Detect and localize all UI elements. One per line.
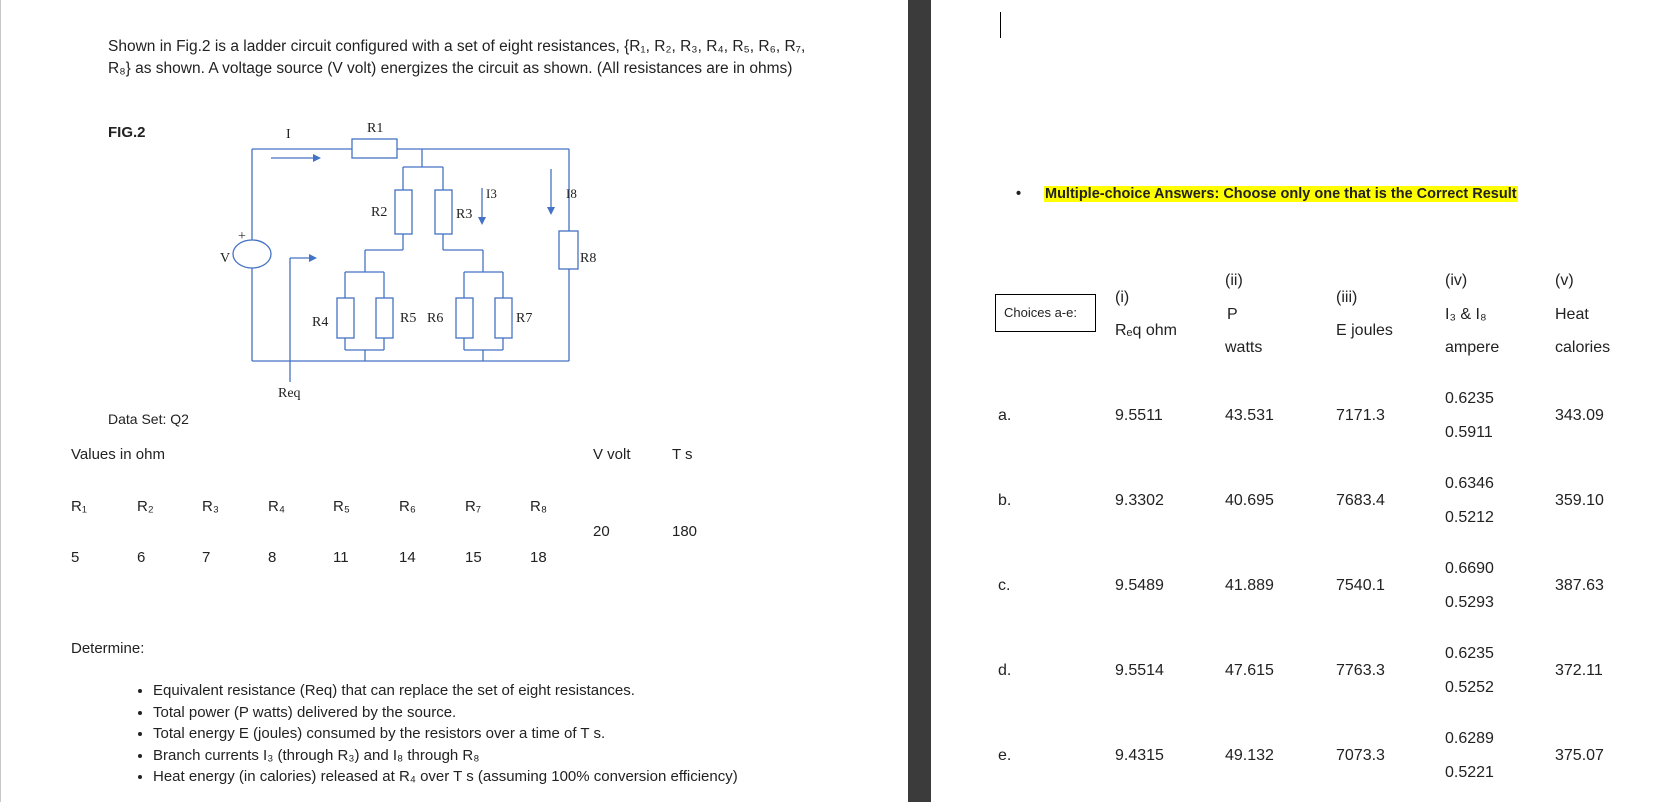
energy-value: 7171.3 <box>1336 407 1385 424</box>
text-cursor <box>1000 12 1001 38</box>
header-i-num: (i) <box>1115 289 1130 306</box>
r-header: R₈ <box>530 498 548 515</box>
list-item: • Branch currents I₃ (through R₃) and I₈ through R₈ <box>153 745 738 767</box>
energy-value: 7073.3 <box>1336 747 1385 764</box>
label-v: V <box>220 251 231 266</box>
heat-value: 343.09 <box>1555 407 1604 424</box>
list-item: • Equivalent resistance (Req) that can replace the set of eight resistances. <box>153 680 738 702</box>
header-iv-label: I₃ & I₈ <box>1445 306 1487 323</box>
power-value: 40.695 <box>1225 492 1274 509</box>
resistor-r5 <box>376 298 393 338</box>
header-iv-num: (iv) <box>1445 272 1468 289</box>
t-header: T s <box>672 446 693 463</box>
r-value: 8 <box>268 549 277 566</box>
energy-value: 7540.1 <box>1336 577 1385 594</box>
i3-value: 0.6346 <box>1445 475 1494 492</box>
label-r7: R7 <box>516 311 533 326</box>
req-value: 9.3302 <box>1115 492 1164 509</box>
header-iii-label: E joules <box>1336 322 1393 339</box>
resistor-r3 <box>435 190 452 234</box>
resistor-r6 <box>456 298 473 338</box>
choice-label: a. <box>998 407 1012 424</box>
r-header: R₆ <box>399 498 416 515</box>
req-value: 9.5511 <box>1115 407 1163 424</box>
r-value: 5 <box>71 549 80 566</box>
r-header: R₁ <box>71 498 87 515</box>
mc-instruction-text: Multiple-choice Answers: Choose only one that is the Correct Result <box>1045 186 1517 202</box>
req-value: 9.5514 <box>1115 662 1164 679</box>
r-value: 14 <box>399 549 416 566</box>
list-item: • Heat energy (in calories) released at R₄ over T s (assuming 100% conversion efficiency) <box>153 766 738 788</box>
determine-list <box>128 680 738 788</box>
r-header: R₄ <box>268 498 285 515</box>
figure-label: FIG.2 <box>108 124 146 141</box>
determine-title: Determine: <box>71 640 145 657</box>
label-req: Req <box>278 386 301 401</box>
i3-value: 0.6690 <box>1445 560 1494 577</box>
r-header: R₇ <box>465 498 481 515</box>
header-v-num: (v) <box>1555 272 1574 289</box>
header-ii-num: (ii) <box>1225 272 1243 289</box>
choice-label: d. <box>998 662 1012 679</box>
header-ii-label: P <box>1227 306 1238 323</box>
label-plus: + <box>238 229 246 244</box>
energy-value: 7763.3 <box>1336 662 1385 679</box>
i8-value: 0.5911 <box>1445 424 1493 441</box>
header-i-label: Rₑq ohm <box>1115 322 1177 339</box>
req-value: 9.4315 <box>1115 747 1164 764</box>
resistor-r1 <box>352 139 397 158</box>
r-value: 15 <box>465 549 482 566</box>
label-r6: R6 <box>427 311 444 326</box>
list-item: • Total energy E (joules) consumed by the resistors over a time of T s. <box>153 723 738 745</box>
resistor-r7 <box>495 298 512 338</box>
energy-value: 7683.4 <box>1336 492 1385 509</box>
label-i: I <box>286 127 291 142</box>
i8-value: 0.5293 <box>1445 594 1494 611</box>
i3-value: 0.6235 <box>1445 390 1494 407</box>
document-page-right <box>931 0 1657 802</box>
choice-label: c. <box>998 577 1011 594</box>
header-v-label: Heat <box>1555 306 1589 323</box>
power-value: 41.889 <box>1225 577 1274 594</box>
values-label: Values in ohm <box>71 446 165 463</box>
heat-value: 375.07 <box>1555 747 1604 764</box>
req-value: 9.5489 <box>1115 577 1164 594</box>
header-iii-num: (iii) <box>1336 289 1358 306</box>
choice-label: e. <box>998 747 1012 764</box>
list-item: • Total power (P watts) delivered by the source. <box>153 702 738 724</box>
power-value: 49.132 <box>1225 747 1274 764</box>
r-header: R₃ <box>202 498 219 515</box>
i8-value: 0.5221 <box>1445 764 1494 781</box>
ladder-circuit-diagram <box>1 0 908 420</box>
choice-label: b. <box>998 492 1012 509</box>
label-i8: I8 <box>566 186 577 201</box>
r-value: 11 <box>333 549 349 566</box>
header-v-unit: calories <box>1555 339 1611 356</box>
r-header: R₂ <box>137 498 154 515</box>
power-value: 47.615 <box>1225 662 1274 679</box>
page-gutter <box>908 0 931 802</box>
choices-label-box: Choices a-e: <box>995 294 1096 332</box>
v-value: 20 <box>593 523 610 540</box>
label-i3: I3 <box>486 186 497 201</box>
label-r8: R8 <box>580 251 597 266</box>
problem-intro: Shown in Fig.2 is a ladder circuit configured with a set of eight resistances, {R₁, R₂, R₃, R₄, R₅, R₆, R₇, R₈} as shown. A voltage source (V volt) energizes the circuit as shown. (All resistances are in ohms) <box>108 38 806 77</box>
label-r4: R4 <box>312 315 329 330</box>
resistor-r8 <box>559 231 578 269</box>
data-set-title: Data Set: Q2 <box>108 411 189 427</box>
power-value: 43.531 <box>1225 407 1274 424</box>
i8-value: 0.5252 <box>1445 679 1494 696</box>
resistor-r2 <box>395 190 412 234</box>
label-r3: R3 <box>456 207 473 222</box>
heat-value: 359.10 <box>1555 492 1604 509</box>
label-r2: R2 <box>371 205 388 220</box>
v-header: V volt <box>593 446 631 463</box>
i3-value: 0.6235 <box>1445 645 1494 662</box>
t-value: 180 <box>672 523 698 540</box>
header-iv-unit: ampere <box>1445 339 1500 356</box>
i8-value: 0.5212 <box>1445 509 1494 526</box>
r-value: 6 <box>137 549 146 566</box>
bullet-icon: • <box>1016 186 1022 202</box>
label-r1: R1 <box>367 121 384 136</box>
resistor-r4 <box>337 298 354 338</box>
r-value: 18 <box>530 549 547 566</box>
voltage-source-symbol <box>233 240 271 268</box>
i3-value: 0.6289 <box>1445 730 1494 747</box>
r-header: R₅ <box>333 498 350 515</box>
label-r5: R5 <box>400 311 417 326</box>
heat-value: 387.63 <box>1555 577 1604 594</box>
heat-value: 372.11 <box>1555 662 1603 679</box>
r-value: 7 <box>202 549 211 566</box>
header-ii-unit: watts <box>1225 339 1263 356</box>
